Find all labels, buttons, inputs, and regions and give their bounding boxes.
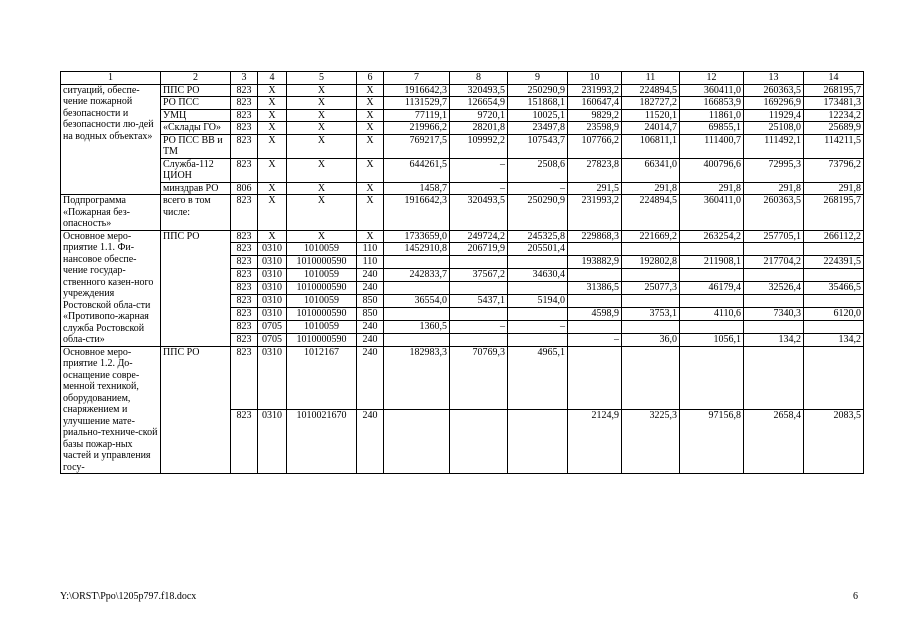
executor-cell: ППС РО xyxy=(161,346,231,474)
table-cell: 360411,0 xyxy=(680,84,744,97)
table-cell: 1010000590 xyxy=(287,333,357,346)
column-header: 14 xyxy=(804,72,864,85)
table-cell xyxy=(450,410,508,474)
table-cell: 4110,6 xyxy=(680,307,744,320)
table-cell: 823 xyxy=(231,333,258,346)
table-cell: Х xyxy=(258,158,287,182)
table-cell xyxy=(508,256,568,269)
table-cell: 169296,9 xyxy=(744,97,804,110)
executor-cell: ППС РО xyxy=(161,84,231,97)
table-cell: 5437,1 xyxy=(450,294,508,307)
table-cell: – xyxy=(508,320,568,333)
program-label: Основное меро-приятие 1.1. Фи-нансовое обеспе-чение государ-ственного казен-ного учреждения Ростовской обла-сти «Противопо-жарная служба Ростовской обла-сти» xyxy=(61,230,161,346)
table-cell xyxy=(450,256,508,269)
table-cell xyxy=(450,307,508,320)
table-cell: Х xyxy=(287,122,357,135)
page-number: 6 xyxy=(853,591,858,602)
table-cell: 0310 xyxy=(258,282,287,295)
table-row xyxy=(61,195,864,231)
header-row xyxy=(61,72,864,85)
table-cell: 182727,2 xyxy=(622,97,680,110)
table-cell: 320493,5 xyxy=(450,195,508,231)
table-cell: 9720,1 xyxy=(450,109,508,122)
table-cell: Х xyxy=(258,109,287,122)
table-cell: 850 xyxy=(357,294,384,307)
table-cell: 260363,5 xyxy=(744,195,804,231)
table-cell: 160647,4 xyxy=(568,97,622,110)
executor-cell: РО ПСС ВВ и ТМ xyxy=(161,134,231,158)
table-cell: 1010021670 xyxy=(287,410,357,474)
table-cell: 245325,8 xyxy=(508,230,568,243)
column-header: 6 xyxy=(357,72,384,85)
table-cell: 823 xyxy=(231,269,258,282)
table-cell: Х xyxy=(357,182,384,195)
table-cell: 0310 xyxy=(258,410,287,474)
table-cell: 4598,9 xyxy=(568,307,622,320)
table-cell: 291,5 xyxy=(568,182,622,195)
table-row xyxy=(61,97,864,110)
table-cell: 823 xyxy=(231,294,258,307)
table-cell xyxy=(384,282,450,295)
table-cell: 224894,5 xyxy=(622,84,680,97)
table-cell: 806 xyxy=(231,182,258,195)
table-cell: 1733659,0 xyxy=(384,230,450,243)
table-cell: 211908,1 xyxy=(680,256,744,269)
table-cell: 24014,7 xyxy=(622,122,680,135)
table-cell xyxy=(680,243,744,256)
table-cell: 240 xyxy=(357,269,384,282)
table-cell: 0310 xyxy=(258,346,287,410)
table-cell: Х xyxy=(357,134,384,158)
executor-cell: минздрав РО xyxy=(161,182,231,195)
table-cell xyxy=(384,410,450,474)
table-cell: Х xyxy=(287,182,357,195)
table-cell: 1010059 xyxy=(287,294,357,307)
table-cell xyxy=(804,320,864,333)
table-cell: 231993,2 xyxy=(568,84,622,97)
table-cell: Х xyxy=(258,84,287,97)
table-cell xyxy=(680,294,744,307)
table-cell: Х xyxy=(287,109,357,122)
table-cell: 0310 xyxy=(258,307,287,320)
table-cell: 193882,9 xyxy=(568,256,622,269)
table-cell xyxy=(680,320,744,333)
table-cell: 3753,1 xyxy=(622,307,680,320)
column-header: 13 xyxy=(744,72,804,85)
table-cell: 360411,0 xyxy=(680,195,744,231)
program-label: Основное меро-приятие 1.2. До-оснащение совре-менной техникой, оборудованием, снаряжением и улучшение мате-риально-техниче-ской базы пожар-ных частей и управления госу- xyxy=(61,346,161,474)
table-row xyxy=(61,109,864,122)
table-cell: 0310 xyxy=(258,243,287,256)
table-cell xyxy=(680,346,744,410)
table-cell: 823 xyxy=(231,307,258,320)
table-cell xyxy=(622,346,680,410)
table-cell xyxy=(804,346,864,410)
table-cell: 219966,2 xyxy=(384,122,450,135)
table-cell: Х xyxy=(357,122,384,135)
column-header: 12 xyxy=(680,72,744,85)
table-cell: 291,8 xyxy=(680,182,744,195)
table-cell xyxy=(450,333,508,346)
table-cell: 109992,2 xyxy=(450,134,508,158)
table-cell: 134,2 xyxy=(804,333,864,346)
table-cell xyxy=(384,333,450,346)
table-cell: 32526,4 xyxy=(744,282,804,295)
column-header: 11 xyxy=(622,72,680,85)
table-cell: Х xyxy=(287,84,357,97)
table-cell: 37567,2 xyxy=(450,269,508,282)
table-cell: 0310 xyxy=(258,294,287,307)
table-cell: 1458,7 xyxy=(384,182,450,195)
table-cell xyxy=(508,410,568,474)
column-header: 1 xyxy=(61,72,161,85)
table-cell: Х xyxy=(258,134,287,158)
table-cell: 2083,5 xyxy=(804,410,864,474)
table-cell xyxy=(568,243,622,256)
table-cell xyxy=(568,294,622,307)
table-cell: 823 xyxy=(231,282,258,295)
table-cell: 205501,4 xyxy=(508,243,568,256)
table-cell: 242833,7 xyxy=(384,269,450,282)
table-cell: 823 xyxy=(231,109,258,122)
table-cell: Х xyxy=(258,97,287,110)
column-header: 8 xyxy=(450,72,508,85)
table-row xyxy=(61,346,864,410)
table-cell: 111400,7 xyxy=(680,134,744,158)
table-cell: 126654,9 xyxy=(450,97,508,110)
executor-cell: всего в том числе: xyxy=(161,195,231,231)
table-cell: 1916642,3 xyxy=(384,84,450,97)
table-cell: 151868,1 xyxy=(508,97,568,110)
table-cell: 823 xyxy=(231,97,258,110)
table-cell: 107766,2 xyxy=(568,134,622,158)
table-cell: Х xyxy=(357,195,384,231)
table-cell: 69855,1 xyxy=(680,122,744,135)
table-cell: 25689,9 xyxy=(804,122,864,135)
table-cell xyxy=(744,294,804,307)
table-cell: 5194,0 xyxy=(508,294,568,307)
table-cell: 1056,1 xyxy=(680,333,744,346)
table-cell: 240 xyxy=(357,282,384,295)
table-cell: Х xyxy=(357,109,384,122)
table-cell: 27823,8 xyxy=(568,158,622,182)
table-cell: 7340,3 xyxy=(744,307,804,320)
table-cell: Х xyxy=(258,230,287,243)
table-cell xyxy=(622,294,680,307)
table-cell: 106811,1 xyxy=(622,134,680,158)
table-cell: – xyxy=(568,333,622,346)
table-cell: 2658,4 xyxy=(744,410,804,474)
table-cell: 192802,8 xyxy=(622,256,680,269)
column-header: 3 xyxy=(231,72,258,85)
table-cell: 1010059 xyxy=(287,320,357,333)
table-cell: 644261,5 xyxy=(384,158,450,182)
table-cell: 35466,5 xyxy=(804,282,864,295)
table-cell: 250290,9 xyxy=(508,84,568,97)
table-row xyxy=(61,158,864,182)
table-cell xyxy=(384,256,450,269)
table-cell: 823 xyxy=(231,158,258,182)
table-cell: 291,8 xyxy=(622,182,680,195)
table-cell: 2124,9 xyxy=(568,410,622,474)
executor-cell: Служба-112 ЦИОН xyxy=(161,158,231,182)
table-row xyxy=(61,182,864,195)
table-cell: 268195,7 xyxy=(804,84,864,97)
table-cell xyxy=(384,307,450,320)
table-cell xyxy=(622,269,680,282)
table-cell: 114211,5 xyxy=(804,134,864,158)
table-cell: 1916642,3 xyxy=(384,195,450,231)
table-cell: 1010000590 xyxy=(287,307,357,320)
table-cell: 229868,3 xyxy=(568,230,622,243)
program-label: ситуаций, обеспе-чение пожарной безопасности и безопасности лю-дей на водных объектах» xyxy=(61,84,161,195)
table-cell: 12234,2 xyxy=(804,109,864,122)
table-cell: 46179,4 xyxy=(680,282,744,295)
table-cell: 66341,0 xyxy=(622,158,680,182)
table-cell: 107543,7 xyxy=(508,134,568,158)
table-cell xyxy=(680,269,744,282)
column-header: 5 xyxy=(287,72,357,85)
table-cell: 1010059 xyxy=(287,269,357,282)
table-cell: – xyxy=(508,182,568,195)
table-cell: 110 xyxy=(357,256,384,269)
table-cell: 70769,3 xyxy=(450,346,508,410)
table-cell: Х xyxy=(357,158,384,182)
table-cell: Х xyxy=(258,182,287,195)
table-cell: 260363,5 xyxy=(744,84,804,97)
table-row xyxy=(61,134,864,158)
table-cell: 823 xyxy=(231,230,258,243)
executor-cell: РО ПСС xyxy=(161,97,231,110)
table-cell: 73796,2 xyxy=(804,158,864,182)
table-cell xyxy=(622,320,680,333)
table-cell xyxy=(804,269,864,282)
table-cell: 2508,6 xyxy=(508,158,568,182)
table-row xyxy=(61,230,864,243)
footer-file-path: Y:\ORST\Ppo\1205p797.f18.docx xyxy=(60,591,197,602)
table-cell: 263254,2 xyxy=(680,230,744,243)
table-cell: 97156,8 xyxy=(680,410,744,474)
column-header: 2 xyxy=(161,72,231,85)
table-cell: 134,2 xyxy=(744,333,804,346)
table-cell: 36,0 xyxy=(622,333,680,346)
table-cell: 4965,1 xyxy=(508,346,568,410)
table-cell: 231993,2 xyxy=(568,195,622,231)
table-cell: Х xyxy=(258,195,287,231)
table-cell: Х xyxy=(287,195,357,231)
executor-cell: УМЦ xyxy=(161,109,231,122)
table-cell: 1010000590 xyxy=(287,256,357,269)
table-cell: 6120,0 xyxy=(804,307,864,320)
table-cell: 25077,3 xyxy=(622,282,680,295)
table-cell xyxy=(568,269,622,282)
table-cell: 823 xyxy=(231,122,258,135)
table-cell: 268195,7 xyxy=(804,195,864,231)
table-cell xyxy=(568,320,622,333)
table-cell: 240 xyxy=(357,346,384,410)
table-cell: 240 xyxy=(357,410,384,474)
table-cell: 823 xyxy=(231,346,258,410)
table-cell: 1360,5 xyxy=(384,320,450,333)
table-cell: – xyxy=(450,158,508,182)
table-cell: 1010000590 xyxy=(287,282,357,295)
table-cell: Х xyxy=(287,230,357,243)
table-cell: 10025,1 xyxy=(508,109,568,122)
table-cell: 11520,1 xyxy=(622,109,680,122)
table-cell: Х xyxy=(258,122,287,135)
column-header: 4 xyxy=(258,72,287,85)
table-cell: Х xyxy=(357,230,384,243)
table-cell xyxy=(744,243,804,256)
table-cell: 1131529,7 xyxy=(384,97,450,110)
table-cell: 823 xyxy=(231,410,258,474)
table-cell: 769217,5 xyxy=(384,134,450,158)
table-cell: 34630,4 xyxy=(508,269,568,282)
table-cell: 266112,2 xyxy=(804,230,864,243)
table-cell: 823 xyxy=(231,84,258,97)
table-cell: 173481,3 xyxy=(804,97,864,110)
table-cell: 400796,6 xyxy=(680,158,744,182)
table-cell: 28201,8 xyxy=(450,122,508,135)
table-cell: Х xyxy=(357,84,384,97)
table-cell: 823 xyxy=(231,320,258,333)
table-cell: 0705 xyxy=(258,320,287,333)
table-cell xyxy=(508,333,568,346)
table-cell: 320493,5 xyxy=(450,84,508,97)
table-cell: 77119,1 xyxy=(384,109,450,122)
table-cell xyxy=(622,243,680,256)
table-cell: 11929,4 xyxy=(744,109,804,122)
table-cell: – xyxy=(450,182,508,195)
table-cell: 166853,9 xyxy=(680,97,744,110)
table-cell: 291,8 xyxy=(804,182,864,195)
table-cell: – xyxy=(450,320,508,333)
table-cell: 850 xyxy=(357,307,384,320)
table-cell: 221669,2 xyxy=(622,230,680,243)
table-cell: 110 xyxy=(357,243,384,256)
table-cell: 23598,9 xyxy=(568,122,622,135)
column-header: 9 xyxy=(508,72,568,85)
column-header: 7 xyxy=(384,72,450,85)
table-cell: 11861,0 xyxy=(680,109,744,122)
table-cell: 1452910,8 xyxy=(384,243,450,256)
table-cell: 257705,1 xyxy=(744,230,804,243)
table-cell: 249724,2 xyxy=(450,230,508,243)
table-cell: Х xyxy=(357,97,384,110)
table-cell: 224894,5 xyxy=(622,195,680,231)
table-cell: 823 xyxy=(231,195,258,231)
table-cell: 31386,5 xyxy=(568,282,622,295)
table-cell xyxy=(804,243,864,256)
budget-table xyxy=(60,71,864,474)
executor-cell: «Склады ГО» xyxy=(161,122,231,135)
table-cell: 250290,9 xyxy=(508,195,568,231)
table-cell: 182983,3 xyxy=(384,346,450,410)
table-cell: 206719,9 xyxy=(450,243,508,256)
table-cell: 111492,1 xyxy=(744,134,804,158)
table-cell: 3225,3 xyxy=(622,410,680,474)
table-cell: 823 xyxy=(231,134,258,158)
table-cell xyxy=(450,282,508,295)
program-label: Подпрограмма «Пожарная без-опасность» xyxy=(61,195,161,231)
table-cell: 217704,2 xyxy=(744,256,804,269)
table-cell: 224391,5 xyxy=(804,256,864,269)
table-cell xyxy=(744,346,804,410)
table-cell: 823 xyxy=(231,243,258,256)
table-cell xyxy=(744,320,804,333)
table-row xyxy=(61,122,864,135)
executor-cell: ППС РО xyxy=(161,230,231,346)
table-cell: 0310 xyxy=(258,256,287,269)
table-cell: Х xyxy=(287,134,357,158)
table-cell: 1012167 xyxy=(287,346,357,410)
table-cell xyxy=(804,294,864,307)
column-header: 10 xyxy=(568,72,622,85)
table-cell: 240 xyxy=(357,333,384,346)
table-cell: 0310 xyxy=(258,269,287,282)
table-cell xyxy=(508,307,568,320)
table-cell: 9829,2 xyxy=(568,109,622,122)
table-cell: 0705 xyxy=(258,333,287,346)
table-cell: 25108,0 xyxy=(744,122,804,135)
table-cell: 23497,8 xyxy=(508,122,568,135)
table-cell: 291,8 xyxy=(744,182,804,195)
table-cell: 1010059 xyxy=(287,243,357,256)
table-cell: Х xyxy=(287,158,357,182)
table-cell: 240 xyxy=(357,320,384,333)
table-cell xyxy=(508,282,568,295)
table-cell: 72995,3 xyxy=(744,158,804,182)
table-cell xyxy=(744,269,804,282)
table-row xyxy=(61,84,864,97)
table-cell xyxy=(568,346,622,410)
table-cell: 823 xyxy=(231,256,258,269)
table-cell: 36554,0 xyxy=(384,294,450,307)
table-cell: Х xyxy=(287,97,357,110)
